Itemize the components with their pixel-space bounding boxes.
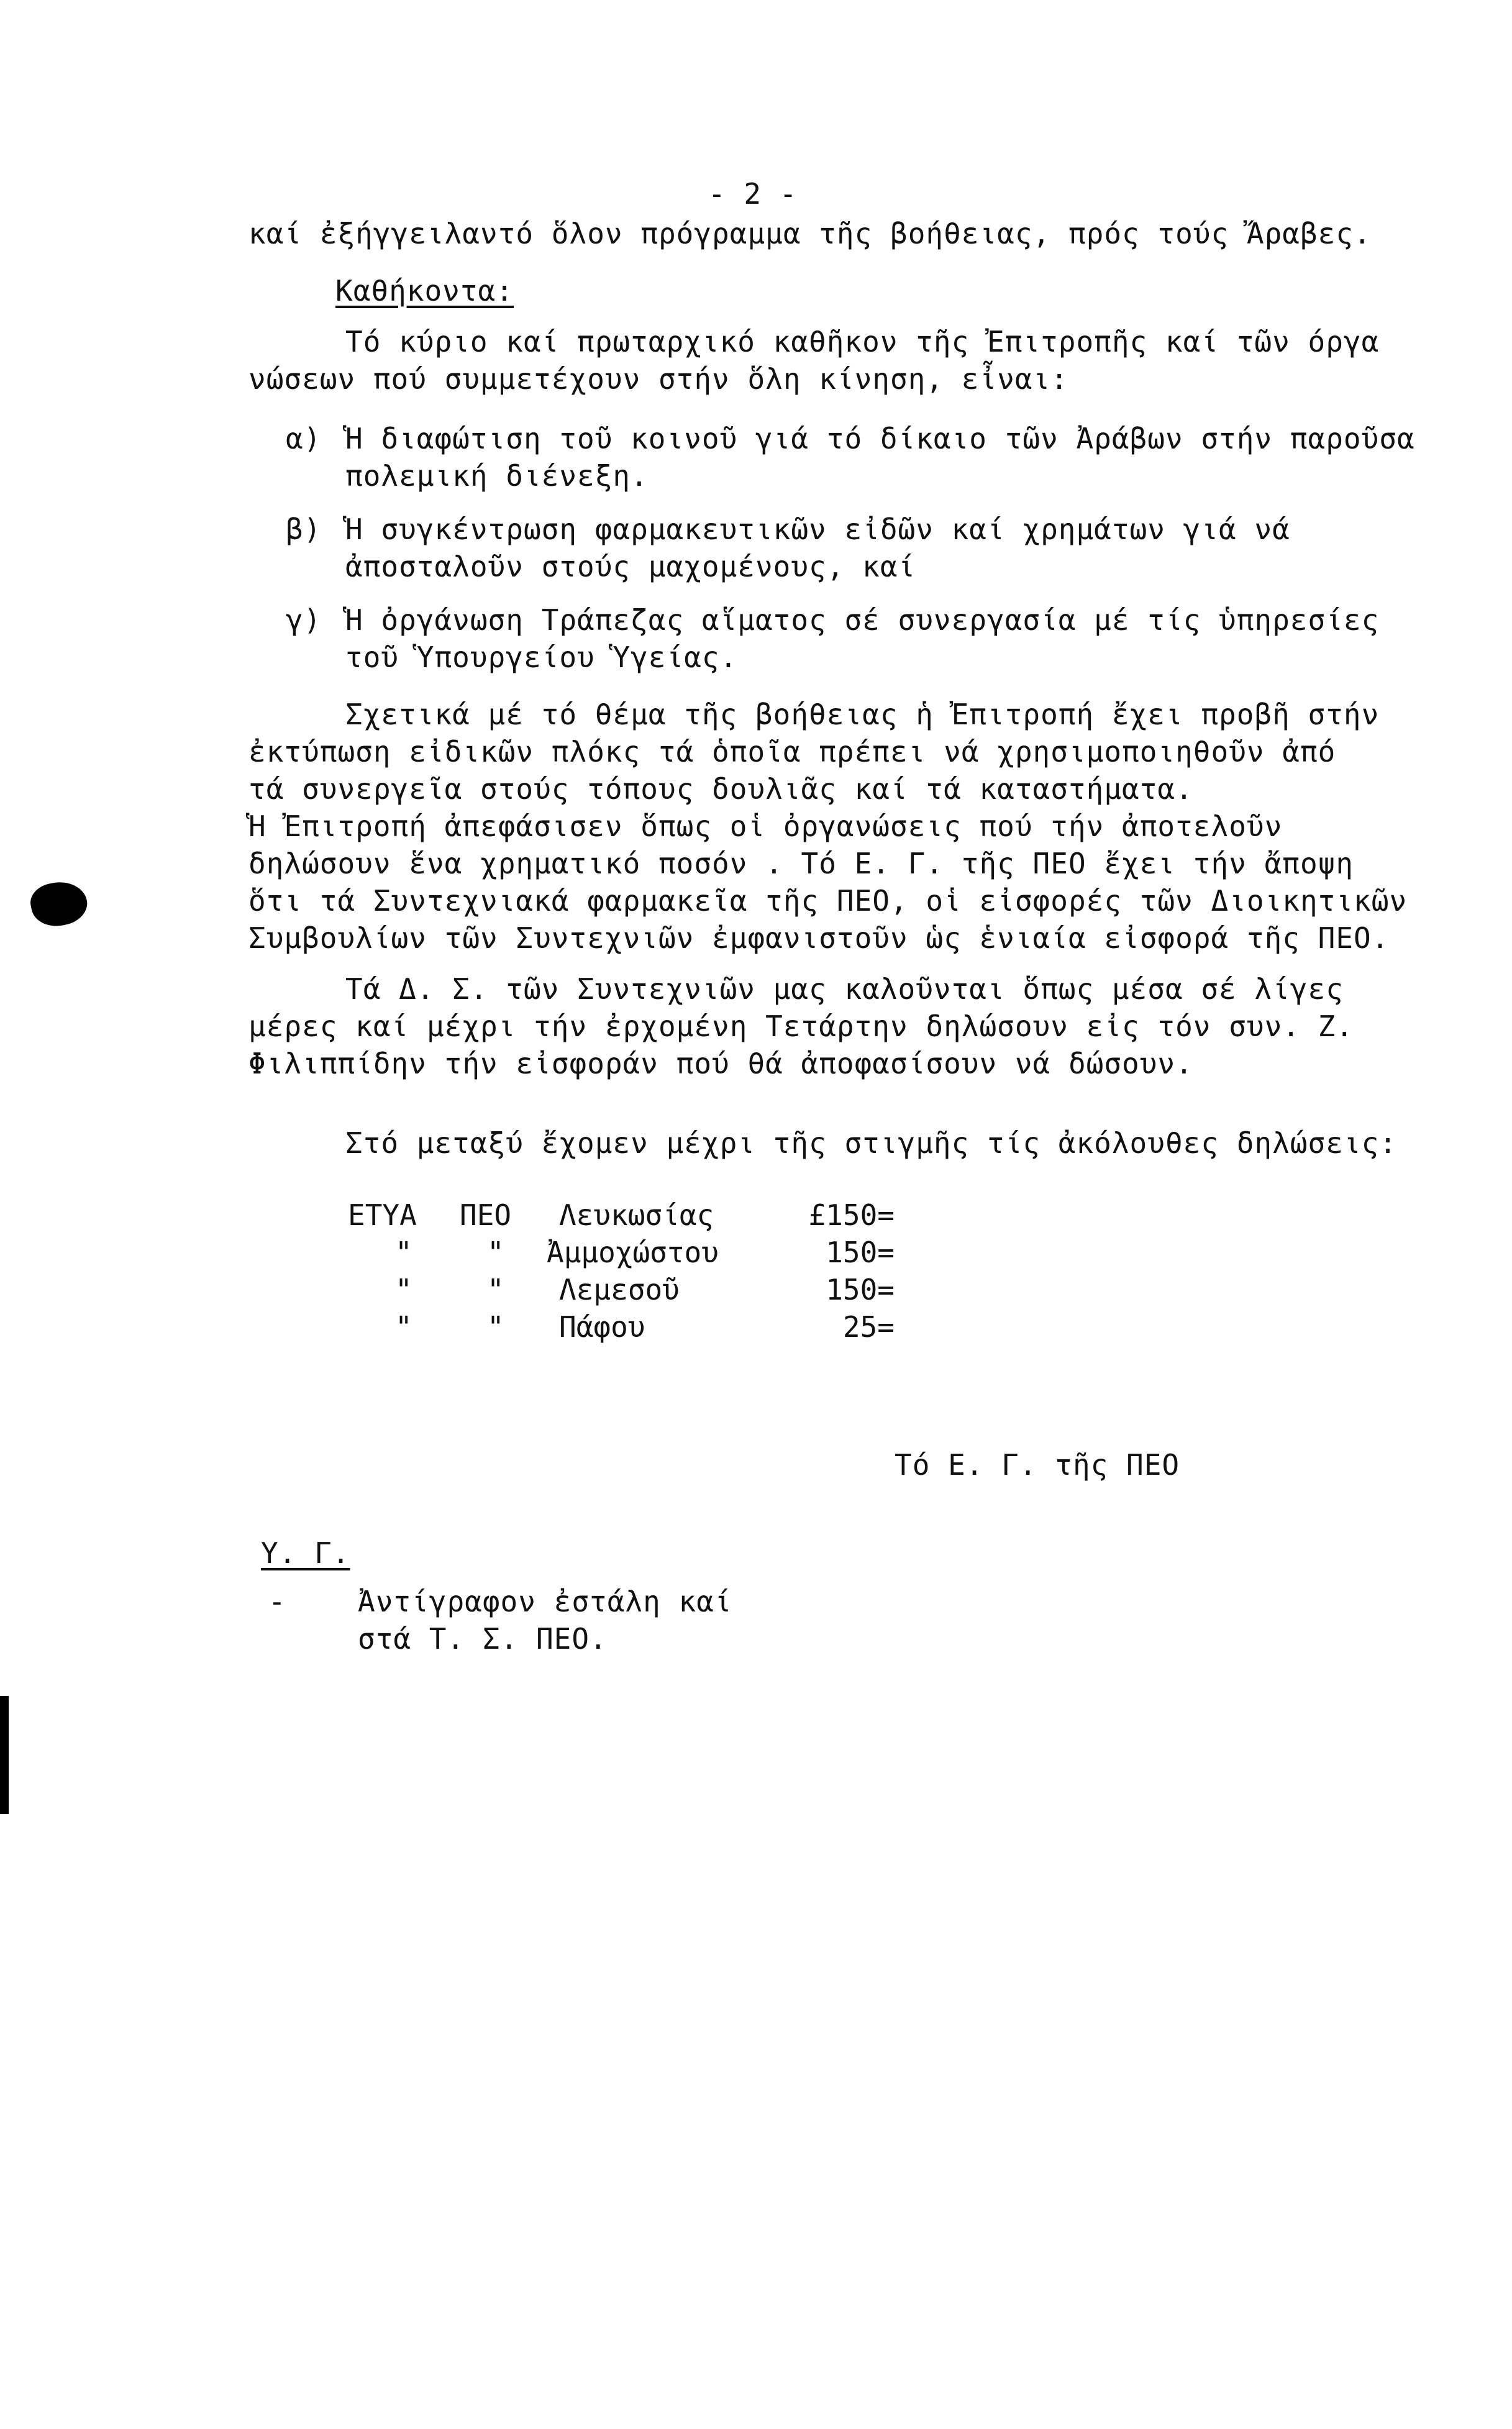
amount-cell: 150= xyxy=(826,1273,895,1306)
postscript-line: Ἀντίγραφον ἐστάλη καί xyxy=(358,1585,732,1618)
body-line: τά συνεργεῖα στούς τόπους δουλιᾶς καί τά καταστήματα. xyxy=(248,772,1193,806)
union-cell: ΠΕΟ xyxy=(460,1198,512,1232)
body-line: ἐκτύπωση εἰδικῶν πλόκς τά ὁποῖα πρέπει νά χρησιμοποιηθοῦν ἀπό xyxy=(248,735,1336,768)
body-line: Ἡ Ἐπιτροπή ἀπεφάσισεν ὅπως οἱ ὀργανώσεις πού τήν ἀποτελοῦν xyxy=(248,809,1283,843)
council-line: Φιλιππίδην τήν εἰσφοράν πού θά ἀποφασίσουν νά δώσουν. xyxy=(248,1047,1193,1080)
duty-marker: β) xyxy=(286,513,322,546)
union-cell: " xyxy=(487,1273,504,1306)
page-number: - 2 - xyxy=(708,177,798,211)
place-cell: Λεμεσοῦ xyxy=(559,1273,680,1306)
body-line: Σχετικά μέ τό θέμα τῆς βοήθειας ἡ Ἐπιτροπή ἔχει προβῆ στήν xyxy=(345,698,1380,731)
duties-intro-line: Τό κύριο καί πρωταρχικό καθῆκον τῆς Ἐπιτροπῆς καί τῶν όργα xyxy=(345,325,1380,358)
duty-line: Ἡ διαφώτιση τοῦ κοινοῦ γιά τό δίκαιο τῶν Ἀράβων στήν παροῦσα xyxy=(345,422,1415,455)
duty-marker: α) xyxy=(286,422,322,455)
amount-cell: £150= xyxy=(808,1198,895,1232)
amount-cell: 25= xyxy=(842,1310,895,1344)
postscript-dash: - xyxy=(268,1585,286,1618)
postscript-line: στά Τ. Σ. ΠΕΟ. xyxy=(358,1622,608,1656)
place-cell: Πάφου xyxy=(559,1310,645,1344)
scan-edge-mark xyxy=(0,1696,9,1814)
duty-line: πολεμική διένεξη. xyxy=(345,459,649,493)
union-cell: " xyxy=(487,1310,504,1344)
body-line: δηλώσουν ἕνα χρηματικό ποσόν . Τό Ε. Γ. τῆς ΠΕΟ ἔχει τήν ἄποψη xyxy=(248,847,1354,880)
postscript-heading: Υ. Γ. xyxy=(261,1536,350,1570)
place-cell: Ἀμμοχώστου xyxy=(547,1236,719,1269)
org-cell: ΕΤΥΑ xyxy=(348,1198,417,1232)
place-cell: Λευκωσίας xyxy=(559,1198,714,1232)
council-line: μέρες καί μέχρι τήν ἐρχομένη Τετάρτην δηλώσουν εἰς τόν συν. Ζ. xyxy=(248,1009,1354,1043)
duty-line: ἀποσταλοῦν στούς μαχομένους, καί xyxy=(345,550,916,583)
duty-line: Ἡ ὀργάνωση Τράπεζας αἵματος σέ συνεργασία μέ τίς ὑπηρεσίες xyxy=(345,603,1380,637)
duty-marker: γ) xyxy=(286,603,322,637)
duties-intro-line: νώσεων πού συμμετέχουν στήν ὅλη κίνηση, εἶναι: xyxy=(248,362,1068,396)
org-cell: " xyxy=(395,1236,412,1269)
duty-line: Ἡ συγκέντρωση φαρμακευτικῶν εἰδῶν καί χρημάτων γιά νά xyxy=(345,513,1290,546)
scan-blot xyxy=(27,877,91,931)
signature: Τό Ε. Γ. τῆς ΠΕΟ xyxy=(895,1448,1180,1482)
body-line: ὅτι τά Συντεχνιακά φαρμακεῖα τῆς ΠΕΟ, οἱ εἰσφορές τῶν Διοικητικῶν xyxy=(248,884,1408,918)
council-line: Τά Δ. Σ. τῶν Συντεχνιῶν μας καλοῦνται ὅπως μέσα σέ λίγες xyxy=(345,972,1344,1006)
org-cell: " xyxy=(395,1273,412,1306)
declarations-intro: Στό μεταξύ ἔχομεν μέχρι τῆς στιγμῆς τίς ἀκόλουθες δηλώσεις: xyxy=(345,1126,1397,1160)
amount-cell: 150= xyxy=(826,1236,895,1269)
duty-line: τοῦ Ὑπουργείου Ὑγείας. xyxy=(345,640,738,674)
intro-line: καί ἐξήγγειλαντό ὅλον πρόγραμμα τῆς βοήθειας, πρός τούς Ἄραβες. xyxy=(248,217,1372,250)
union-cell: " xyxy=(487,1236,504,1269)
duties-heading: Καθήκοντα: xyxy=(335,274,514,308)
body-line: Συμβουλίων τῶν Συντεχνιῶν ἐμφανιστοῦν ὡς ἑνιαία εἰσφορά τῆς ΠΕΟ. xyxy=(248,921,1390,955)
org-cell: " xyxy=(395,1310,412,1344)
